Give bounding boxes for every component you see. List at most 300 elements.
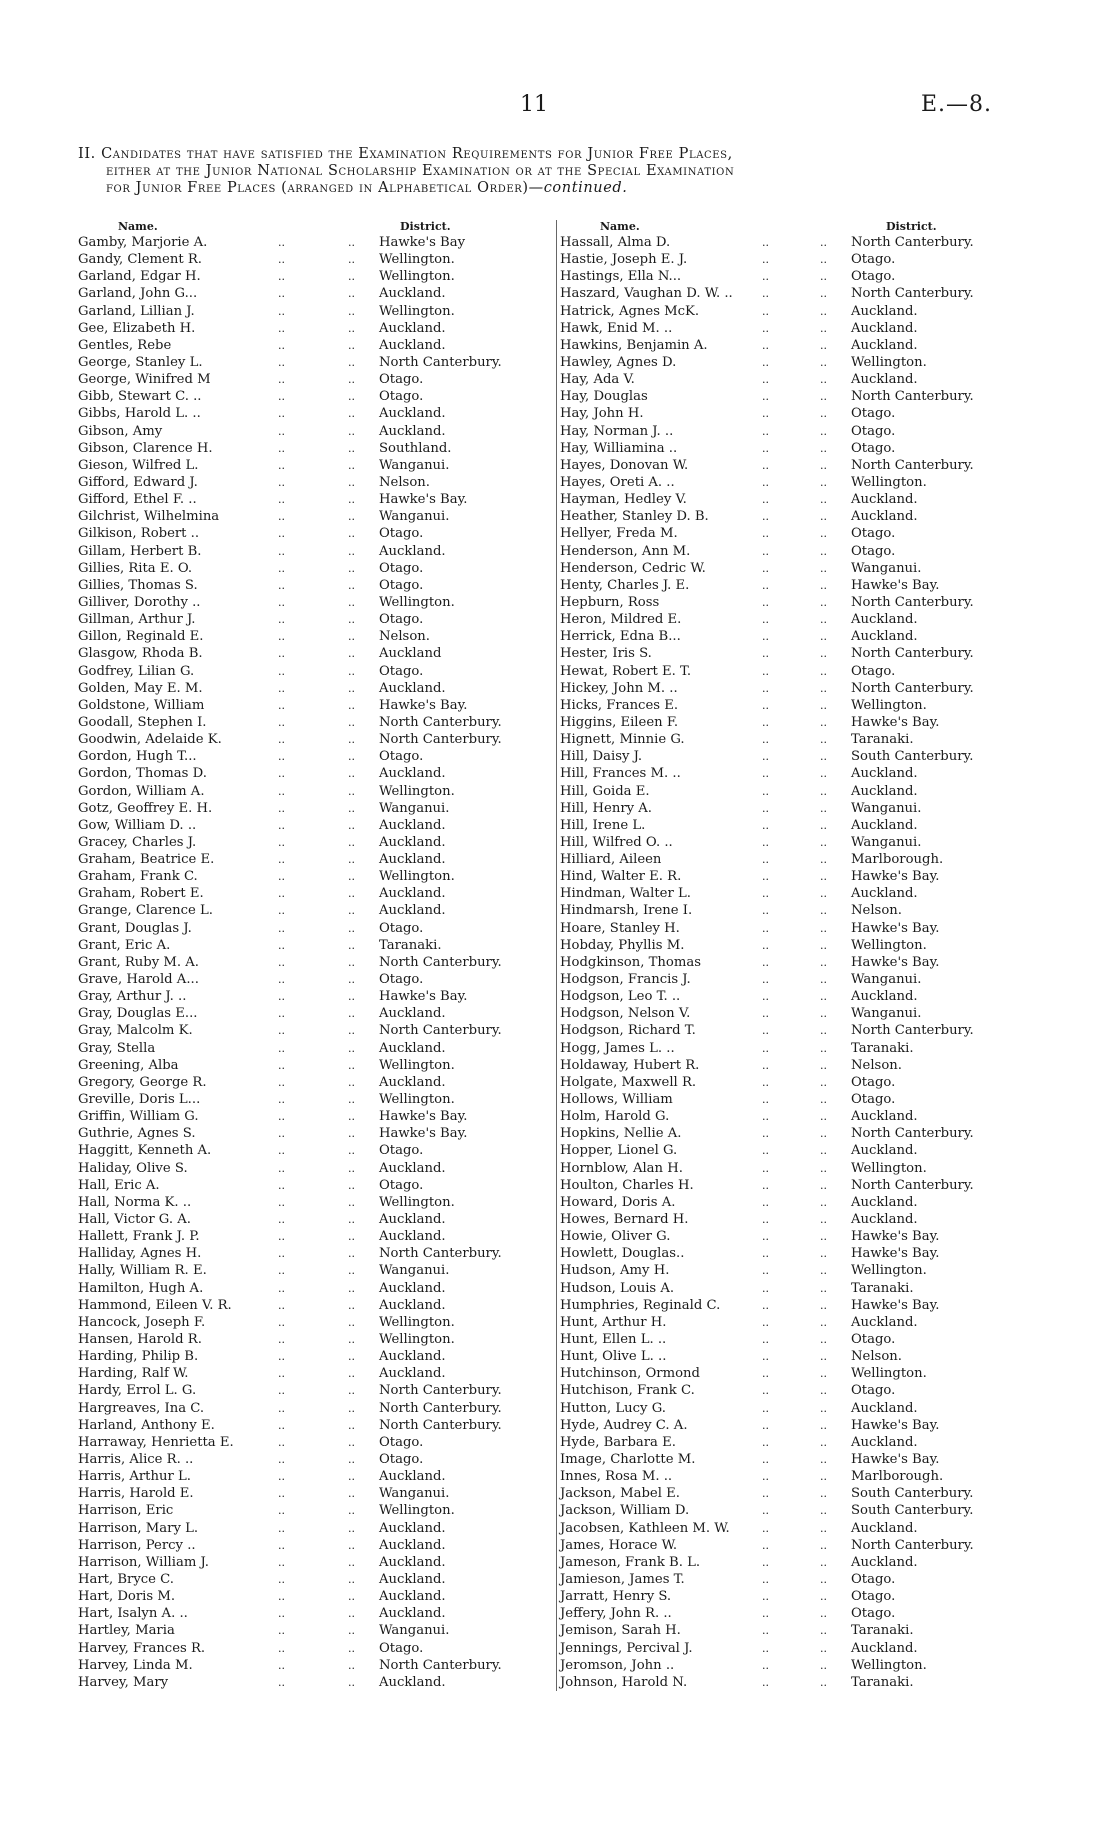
leader-dots: .. [278, 355, 285, 369]
candidate-district: Otago. [379, 972, 424, 988]
candidate-row [560, 337, 1040, 354]
leader-dots: .. [348, 578, 355, 592]
candidate-district: Auckland. [379, 1589, 446, 1605]
candidate-name: Goodall, Stephen I. [78, 714, 207, 730]
candidate-name: Hatrick, Agnes McK. [560, 303, 700, 319]
leader-dots: .. [278, 1315, 285, 1329]
leader-dots: .. [762, 1401, 769, 1415]
leader-dots: .. [278, 527, 285, 541]
candidate-row [560, 714, 1040, 731]
candidate-row [560, 1588, 1040, 1605]
leader-dots: .. [762, 870, 769, 884]
leader-dots: .. [348, 1367, 355, 1381]
leader-dots: .. [348, 253, 355, 267]
candidate-name: Hunt, Arthur H. [560, 1314, 667, 1330]
candidate-name: Gilkison, Robert .. [78, 526, 200, 542]
leader-dots: .. [820, 1435, 827, 1449]
candidate-district: Wellington. [851, 937, 927, 953]
leader-dots: .. [762, 733, 769, 747]
leader-dots: .. [820, 835, 827, 849]
candidate-district: Otago. [851, 1383, 896, 1399]
candidate-row [560, 748, 1040, 765]
leader-dots: .. [348, 1144, 355, 1158]
candidate-row [78, 337, 558, 354]
leader-dots: .. [278, 887, 285, 901]
leader-dots: .. [762, 1384, 769, 1398]
candidate-district: North Canterbury. [851, 235, 974, 250]
candidate-row [560, 1382, 1040, 1399]
leader-dots: .. [278, 698, 285, 712]
candidate-name: Jamieson, James T. [560, 1571, 685, 1587]
leader-dots: .. [762, 595, 769, 609]
candidate-name: George, Stanley L. [78, 354, 203, 370]
leader-dots: .. [762, 355, 769, 369]
leader-dots: .. [762, 921, 769, 935]
candidate-row [78, 1485, 558, 1502]
leader-dots: .. [348, 1555, 355, 1569]
candidate-name: Hogg, James L. .. [560, 1040, 675, 1056]
leader-dots: .. [278, 715, 285, 729]
leader-dots: .. [820, 1538, 827, 1552]
candidate-district: North Canterbury. [851, 594, 974, 610]
candidate-row [560, 354, 1040, 371]
candidate-district: Auckland. [851, 1314, 918, 1330]
leader-dots: .. [278, 767, 285, 781]
leader-dots: .. [762, 698, 769, 712]
leader-dots: .. [820, 1607, 827, 1621]
candidate-district: Wellington. [379, 1057, 455, 1073]
candidate-district: Auckland. [379, 1366, 446, 1382]
leader-dots: .. [348, 1538, 355, 1552]
candidate-district: Auckland. [379, 680, 446, 696]
candidate-district: Nelson. [851, 1057, 902, 1073]
candidate-district: Wanganui. [379, 509, 450, 525]
candidate-district: Otago. [851, 1074, 896, 1090]
leader-dots: .. [762, 1333, 769, 1346]
candidate-name: Jeffery, John R. .. [560, 1606, 672, 1622]
candidate-district: Auckland. [851, 320, 918, 336]
candidate-name: Gray, Stella [78, 1040, 156, 1056]
leader-dots: .. [762, 647, 769, 661]
leader-dots: .. [820, 1401, 827, 1415]
leader-dots: .. [348, 1007, 355, 1021]
candidate-row [78, 285, 558, 302]
leader-dots: .. [820, 1658, 827, 1672]
left-column [78, 220, 558, 1691]
leader-dots: .. [348, 1127, 355, 1141]
candidate-row [560, 937, 1040, 954]
leader-dots: .. [762, 1024, 769, 1038]
leader-dots: .. [348, 1487, 355, 1501]
candidate-row [78, 560, 558, 577]
leader-dots: .. [762, 1435, 769, 1449]
candidate-name: Gifford, Edward J. [78, 474, 198, 490]
candidate-district: Auckland. [379, 543, 446, 559]
leader-dots: .. [762, 1572, 769, 1586]
leader-dots: .. [278, 870, 285, 884]
district-header: District. [886, 220, 937, 233]
leader-dots: .. [348, 1435, 355, 1449]
candidate-name: Hill, Daisy J. [560, 749, 643, 765]
leader-dots: .. [820, 1230, 827, 1244]
candidate-district: Wellington. [851, 1657, 927, 1673]
candidate-name: Jennings, Percival J. [560, 1640, 693, 1656]
leader-dots: .. [762, 338, 769, 352]
candidate-name: Image, Charlotte M. [560, 1451, 696, 1467]
candidate-row [78, 714, 558, 731]
leader-dots: .. [820, 801, 827, 815]
leader-dots: .. [762, 1230, 769, 1244]
candidate-district: North Canterbury. [379, 732, 502, 748]
candidate-district: Otago. [379, 560, 424, 576]
candidate-row [78, 988, 558, 1005]
leader-dots: .. [762, 1264, 769, 1278]
leader-dots: .. [278, 458, 285, 472]
candidate-name: Hornblow, Alan H. [560, 1160, 683, 1176]
leader-dots: .. [820, 664, 827, 678]
leader-dots: .. [348, 1333, 355, 1346]
leader-dots: .. [348, 561, 355, 575]
candidate-district: Otago. [379, 526, 424, 542]
leader-dots: .. [820, 1007, 827, 1021]
leader-dots: .. [762, 887, 769, 901]
candidate-name: Hayes, Oreti A. .. [560, 474, 675, 490]
leader-dots: .. [820, 1195, 827, 1209]
leader-dots: .. [820, 887, 827, 901]
leader-dots: .. [348, 973, 355, 987]
candidate-row [78, 405, 558, 422]
leader-dots: .. [278, 270, 285, 284]
candidate-row [78, 1417, 558, 1434]
candidate-name: Gray, Douglas E... [78, 1006, 198, 1022]
leader-dots: .. [278, 938, 285, 952]
candidate-row [560, 1262, 1040, 1279]
candidate-name: Grange, Clarence L. [78, 903, 213, 919]
leader-dots: .. [278, 1058, 285, 1072]
leader-dots: .. [820, 1590, 827, 1604]
leader-dots: .. [278, 1333, 285, 1346]
leader-dots: .. [820, 407, 827, 421]
leader-dots: .. [348, 904, 355, 918]
leader-dots: .. [278, 1418, 285, 1432]
candidate-district: Hawke's Bay. [851, 1297, 940, 1313]
leader-dots: .. [762, 1161, 769, 1175]
candidate-row [560, 1314, 1040, 1331]
leader-dots: .. [762, 681, 769, 695]
leader-dots: .. [820, 818, 827, 832]
candidate-district: Auckland. [379, 1297, 446, 1313]
candidate-name: Jackson, William D. [560, 1503, 690, 1519]
leader-dots: .. [762, 1127, 769, 1141]
candidate-name: Humphries, Reginald C. [560, 1297, 721, 1313]
candidate-row [560, 405, 1040, 422]
leader-dots: .. [278, 921, 285, 935]
candidate-district: Auckland. [379, 903, 446, 919]
leader-dots: .. [278, 544, 285, 558]
leader-dots: .. [762, 424, 769, 438]
leader-dots: .. [762, 1075, 769, 1089]
candidate-name: Hally, William R. E. [78, 1263, 207, 1279]
candidate-name: Hunt, Olive L. .. [560, 1349, 667, 1365]
leader-dots: .. [278, 1230, 285, 1244]
candidate-district: Auckland. [379, 1674, 446, 1690]
leader-dots: .. [820, 853, 827, 867]
leader-dots: .. [278, 236, 285, 249]
leader-dots: .. [762, 973, 769, 987]
candidate-name: Hepburn, Ross [560, 594, 660, 610]
candidate-district: Auckland. [851, 1520, 918, 1536]
candidate-row [560, 663, 1040, 680]
candidate-name: Gilliver, Dorothy .. [78, 594, 201, 610]
candidate-row [78, 525, 558, 542]
leader-dots: .. [820, 1350, 827, 1364]
candidate-district: Auckland. [851, 372, 918, 388]
candidate-district: Auckland. [379, 1280, 446, 1296]
leader-dots: .. [348, 441, 355, 455]
candidate-name: Hyde, Audrey C. A. [560, 1417, 688, 1433]
leader-dots: .. [762, 784, 769, 798]
leader-dots: .. [820, 441, 827, 455]
candidate-name: Harvey, Mary [78, 1674, 169, 1690]
leader-dots: .. [278, 578, 285, 592]
leader-dots: .. [820, 904, 827, 918]
candidate-row [78, 577, 558, 594]
leader-dots: .. [348, 544, 355, 558]
candidate-name: Innes, Rosa M. .. [560, 1469, 673, 1485]
leader-dots: .. [348, 1658, 355, 1672]
candidate-row [560, 423, 1040, 440]
leader-dots: .. [348, 1607, 355, 1621]
leader-dots: .. [820, 390, 827, 404]
candidate-row [560, 611, 1040, 628]
leader-dots: .. [762, 1110, 769, 1124]
candidate-name: Gibson, Clarence H. [78, 440, 213, 456]
candidate-row [78, 1280, 558, 1297]
leader-dots: .. [278, 510, 285, 524]
candidate-district: Wellington. [851, 1160, 927, 1176]
leader-dots: .. [820, 1024, 827, 1038]
candidate-row [560, 1091, 1040, 1108]
leader-dots: .. [348, 1470, 355, 1484]
candidate-district: Taranaki. [851, 732, 914, 748]
candidate-name: Hudson, Amy H. [560, 1263, 670, 1279]
candidate-district: Auckland. [379, 320, 446, 336]
candidate-name: Houlton, Charles H. [560, 1177, 694, 1193]
candidate-district: Otago. [851, 663, 896, 679]
candidate-row [560, 1451, 1040, 1468]
candidate-name: Griffin, William G. [78, 1109, 199, 1125]
candidate-name: Gieson, Wilfred L. [78, 457, 199, 473]
leader-dots: .. [348, 1384, 355, 1398]
leader-dots: .. [278, 424, 285, 438]
candidate-row [560, 834, 1040, 851]
leader-dots: .. [820, 458, 827, 472]
candidate-row [78, 1451, 558, 1468]
candidate-name: Hobday, Phyllis M. [560, 937, 685, 953]
leader-dots: .. [820, 1075, 827, 1089]
candidate-row [560, 697, 1040, 714]
candidate-row [78, 251, 558, 268]
heading-continued: —continued. [528, 180, 628, 196]
candidate-name: Holm, Harold G. [560, 1109, 670, 1125]
candidate-row [560, 1571, 1040, 1588]
leader-dots: .. [278, 321, 285, 335]
candidate-district: Auckland. [379, 1212, 446, 1228]
candidate-district: Nelson. [851, 1349, 902, 1365]
leader-dots: .. [348, 887, 355, 901]
candidate-district: North Canterbury. [379, 1417, 502, 1433]
candidate-name: Hindmarsh, Irene I. [560, 903, 693, 919]
candidate-district: Otago. [379, 1143, 424, 1159]
leader-dots: .. [820, 1452, 827, 1466]
leader-dots: .. [762, 544, 769, 558]
candidate-row [78, 663, 558, 680]
leader-dots: .. [278, 1675, 285, 1689]
candidate-row [78, 1468, 558, 1485]
candidate-row [560, 320, 1040, 337]
leader-dots: .. [820, 1624, 827, 1638]
candidate-row [560, 1657, 1040, 1674]
candidate-name: Howlett, Douglas.. [560, 1246, 685, 1262]
candidate-row [560, 1108, 1040, 1125]
candidate-name: Hutton, Lucy G. [560, 1400, 666, 1416]
leader-dots: .. [278, 613, 285, 627]
candidate-row [78, 800, 558, 817]
leader-dots: .. [820, 373, 827, 387]
candidate-name: Higgins, Eileen F. [560, 714, 679, 730]
leader-dots: .. [278, 338, 285, 352]
candidate-name: Haszard, Vaughan D. W. .. [560, 286, 733, 302]
candidate-district: Hawke's Bay. [379, 989, 468, 1005]
candidate-row [560, 1142, 1040, 1159]
leader-dots: .. [820, 647, 827, 661]
candidate-district: Marlborough. [851, 1469, 944, 1485]
candidate-name: Hopkins, Nellie A. [560, 1126, 682, 1142]
leader-dots: .. [348, 1298, 355, 1312]
leader-dots: .. [762, 287, 769, 301]
leader-dots: .. [348, 801, 355, 815]
candidate-row [78, 1554, 558, 1571]
candidate-district: Otago. [379, 749, 424, 765]
candidate-district: Hawke's Bay. [851, 869, 940, 885]
candidate-name: Gregory, George R. [78, 1074, 207, 1090]
leader-dots: .. [278, 1041, 285, 1055]
candidate-district: Otago. [379, 612, 424, 628]
leader-dots: .. [348, 698, 355, 712]
candidate-name: Harrison, Eric [78, 1503, 174, 1519]
candidate-name: Holdaway, Hubert R. [560, 1057, 700, 1073]
leader-dots: .. [820, 510, 827, 524]
candidate-row [78, 920, 558, 937]
leader-dots: .. [348, 458, 355, 472]
candidate-name: Goldstone, William [78, 697, 205, 713]
candidate-name: Hart, Isalyn A. .. [78, 1606, 188, 1622]
candidate-district: Otago. [851, 1589, 896, 1605]
leader-dots: .. [820, 921, 827, 935]
candidate-district: Wanganui. [851, 1006, 922, 1022]
candidate-district: Otago. [851, 423, 896, 439]
candidate-row [78, 320, 558, 337]
leader-dots: .. [762, 1521, 769, 1535]
candidate-district: Wanganui. [851, 800, 922, 816]
candidate-district: Otago. [851, 269, 896, 285]
candidate-district: North Canterbury. [851, 286, 974, 302]
candidate-row [78, 1108, 558, 1125]
leader-dots: .. [278, 1144, 285, 1158]
candidate-name: Hill, Henry A. [560, 800, 652, 816]
candidate-row [560, 1485, 1040, 1502]
leader-dots: .. [348, 715, 355, 729]
leader-dots: .. [348, 236, 355, 249]
candidate-name: Greville, Doris L... [78, 1092, 201, 1108]
leader-dots: .. [762, 1350, 769, 1364]
candidate-name: Grant, Ruby M. A. [78, 954, 199, 970]
candidate-name: Harraway, Henrietta E. [78, 1434, 234, 1450]
leader-dots: .. [348, 1590, 355, 1604]
candidate-district: Auckland. [851, 1109, 918, 1125]
candidate-row [560, 560, 1040, 577]
leader-dots: .. [820, 321, 827, 335]
candidate-name: Hawkins, Benjamin A. [560, 337, 708, 353]
leader-dots: .. [278, 595, 285, 609]
leader-dots: .. [762, 853, 769, 867]
candidate-row [78, 765, 558, 782]
leader-dots: .. [278, 1555, 285, 1569]
leader-dots: .. [762, 767, 769, 781]
candidate-district: South Canterbury. [851, 1486, 974, 1502]
candidate-name: Gracey, Charles J. [78, 834, 197, 850]
candidate-row [78, 1314, 558, 1331]
candidate-row [560, 525, 1040, 542]
candidate-row [78, 1297, 558, 1314]
candidate-row [78, 1177, 558, 1194]
candidate-row [560, 783, 1040, 800]
candidate-row [78, 697, 558, 714]
candidate-district: Hawke's Bay. [379, 1109, 468, 1125]
candidate-name: Hart, Bryce C. [78, 1571, 174, 1587]
candidate-name: Halliday, Agnes H. [78, 1246, 202, 1262]
candidate-name: Godfrey, Lilian G. [78, 663, 195, 679]
candidate-district: Auckland. [851, 629, 918, 645]
candidate-name: Gotz, Geoffrey E. H. [78, 800, 213, 816]
leader-dots: .. [820, 287, 827, 301]
candidate-name: Gordon, William A. [78, 783, 205, 799]
candidate-row [560, 1160, 1040, 1177]
candidate-row [78, 1262, 558, 1279]
candidate-row [560, 1400, 1040, 1417]
candidate-name: Hudson, Louis A. [560, 1280, 675, 1296]
candidate-row [78, 902, 558, 919]
leader-dots: .. [762, 561, 769, 575]
leader-dots: .. [762, 1555, 769, 1569]
candidate-name: Hester, Iris S. [560, 646, 652, 662]
leader-dots: .. [762, 1624, 769, 1638]
candidate-row [560, 1022, 1040, 1039]
leader-dots: .. [762, 1213, 769, 1227]
candidate-name: Henderson, Ann M. [560, 543, 691, 559]
leader-dots: .. [762, 253, 769, 267]
candidate-district: Hawke's Bay. [851, 1246, 940, 1262]
candidate-district: Otago. [379, 372, 424, 388]
leader-dots: .. [348, 595, 355, 609]
leader-dots: .. [762, 236, 769, 249]
candidate-row [560, 954, 1040, 971]
candidate-name: Hoare, Stanley H. [560, 920, 680, 936]
candidate-district: Wellington. [851, 354, 927, 370]
candidate-row [560, 285, 1040, 302]
candidate-row [560, 1520, 1040, 1537]
candidate-district: Auckland. [851, 1640, 918, 1656]
